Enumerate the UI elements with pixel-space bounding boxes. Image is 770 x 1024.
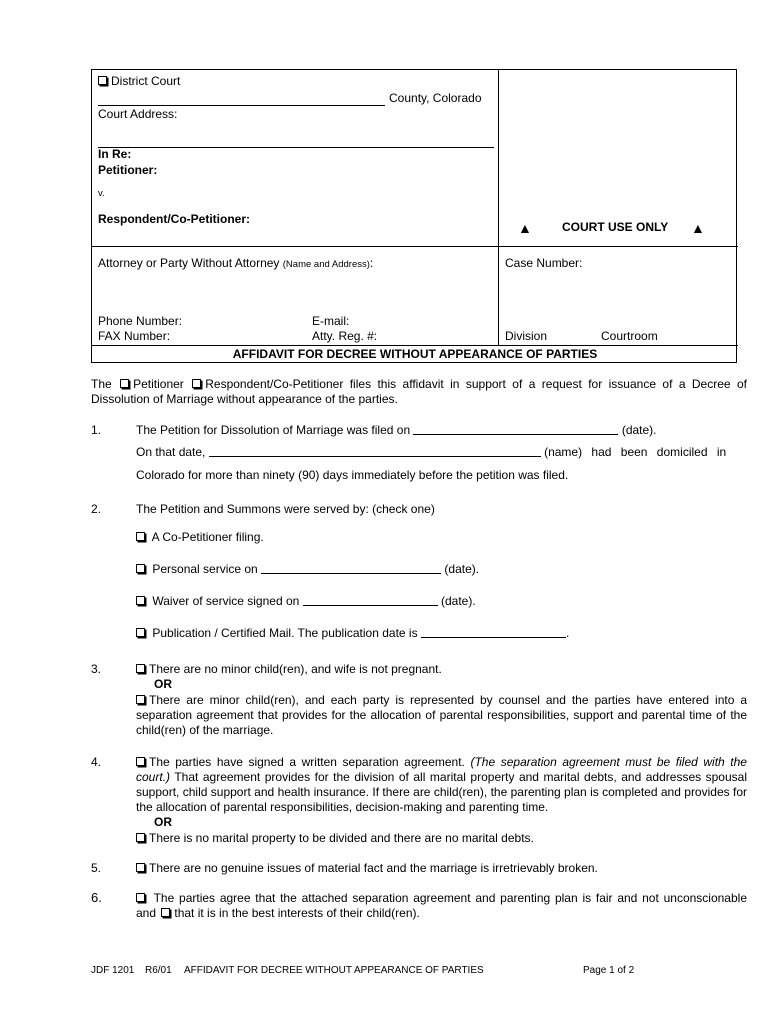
minor-children-label: There are minor child(ren), and each party is represented by counsel and the parties have entered into a separation agreement that provides for the allocation of parental responsibilities, support and parental time of the child(ren) of the marriage. [136, 693, 747, 737]
caption-vertical-divider [498, 70, 499, 345]
filing-date-blank[interactable] [413, 424, 618, 435]
co-petitioner-checkbox[interactable] [136, 532, 145, 541]
item-4-option-b[interactable] [136, 831, 747, 846]
best-interests-checkbox[interactable] [161, 908, 170, 917]
county-line[interactable] [98, 105, 385, 106]
in-re-label: In Re: [98, 147, 132, 161]
publication-label: Publication / Certified Mail. The publication date is [152, 626, 418, 640]
fax-label: FAX Number: [98, 329, 171, 343]
waiver-checkbox[interactable] [136, 596, 145, 605]
attorney-colon: : [369, 256, 374, 270]
atty-reg-label: Atty. Reg. #: [312, 329, 378, 343]
footer-form-id: JDF 1201 [91, 965, 135, 976]
court-use-only-label: COURT USE ONLY [562, 220, 669, 234]
intro-respondent-checkbox[interactable] [192, 379, 201, 388]
item-3-number: 3. [91, 662, 102, 676]
item-2-number: 2. [91, 502, 102, 516]
personal-service-date-blank[interactable] [261, 563, 441, 574]
best-interests-label: that it is in the best interests of their child(ren). [174, 906, 420, 920]
publication-date-blank[interactable] [421, 627, 566, 638]
intro-the: The [91, 377, 112, 391]
separation-agreement-rest: That agreement provides for the division of all marital property and marital debts, and addresses spousal support, child support and health insurance. If there are child(ren), the parenting plan is completed and provides for the allocation of parental responsibilities, decision-making and parenting time. [136, 770, 747, 814]
courtroom-label: Courtroom [601, 329, 658, 343]
triangle-up-icon-right: ▲ [691, 220, 705, 236]
form-title: AFFIDAVIT FOR DECREE WITHOUT APPEARANCE OF PARTIES [232, 347, 598, 361]
item-4-or: OR [154, 815, 172, 829]
district-court-checkbox[interactable] [98, 76, 107, 85]
triangle-up-icon-left: ▲ [518, 220, 532, 236]
item-3-option-b[interactable] [136, 693, 747, 738]
separation-agreement-checkbox[interactable] [136, 757, 145, 766]
phone-label: Phone Number: [98, 314, 183, 328]
caption-box [91, 69, 737, 363]
item-1-text-c: Colorado for more than ninety (90) days immediately before the petition was filed. [136, 468, 569, 482]
no-marital-property-label: There is no marital property to be divided and there are no marital debts. [149, 831, 534, 845]
attorney-label-text: Attorney or Party Without Attorney [98, 256, 280, 270]
attorney-note: (Name and Address) [282, 259, 370, 270]
district-court-label: District Court [111, 74, 181, 88]
footer-title: AFFIDAVIT FOR DECREE WITHOUT APPEARANCE OF PARTIES [184, 965, 484, 976]
waiver-date-label: (date). [440, 594, 476, 608]
intro-petitioner-label: Petitioner [133, 377, 184, 391]
caption-divider-lower [92, 345, 738, 346]
county-label: County, Colorado [389, 91, 482, 105]
service-option-personal[interactable] [136, 562, 747, 577]
personal-service-checkbox[interactable] [136, 564, 145, 573]
no-minor-children-label: There are no minor child(ren), and wife is not pregnant. [149, 662, 442, 676]
personal-service-label: Personal service on [152, 562, 258, 576]
separation-agreement-text: The parties have signed a written separation agreement. [149, 755, 465, 769]
no-minor-children-checkbox[interactable] [136, 664, 145, 673]
item-1-text-a: The Petition for Dissolution of Marriage was filed on [136, 423, 411, 437]
item-1-line-1 [136, 423, 747, 438]
waiver-date-blank[interactable] [303, 595, 438, 606]
publication-period: . [565, 626, 570, 640]
respondent-label: Respondent/Co-Petitioner: [98, 212, 250, 226]
no-marital-property-checkbox[interactable] [136, 833, 145, 842]
co-petitioner-label: A Co-Petitioner filing. [151, 530, 264, 544]
intro-petitioner-checkbox[interactable] [120, 379, 129, 388]
versus-label: v. [98, 188, 105, 199]
item-1-date-label: (date). [621, 423, 657, 437]
fair-agreement-label: The parties agree that the attached separation agreement and parenting plan is fair and not unconscionable and [136, 891, 747, 920]
no-genuine-issues-label: There are no genuine issues of material fact and the marriage is irretrievably broken. [149, 861, 598, 875]
service-option-waiver[interactable] [136, 594, 747, 609]
footer-page-number: Page 1 of 2 [583, 965, 635, 976]
separation-agreement-note: (The separation agreement must be filed with the court.) [136, 755, 747, 784]
intro-respondent-text: Respondent/Co-Petitioner files this affidavit in support of a request for issuance of a Decree of Dissolution of Marriage without appearance of the parties. [91, 377, 747, 406]
division-label: Division [505, 329, 548, 343]
item-5-number: 5. [91, 861, 102, 875]
district-court-option[interactable] [98, 74, 180, 88]
item-4-number: 4. [91, 755, 102, 769]
case-number-label: Case Number: [505, 256, 583, 270]
fair-agreement-checkbox[interactable] [136, 893, 145, 902]
intro-paragraph [91, 377, 747, 407]
attorney-label [98, 256, 373, 270]
court-address-label: Court Address: [98, 107, 178, 121]
item-2-text: The Petition and Summons were served by: (check one) [136, 502, 435, 516]
item-1-name-label: (name) had been domiciled in [544, 445, 727, 459]
item-3-option-a[interactable] [136, 662, 747, 677]
item-1-text-b: On that date, [136, 445, 206, 459]
no-genuine-issues-checkbox[interactable] [136, 863, 145, 872]
service-option-publication[interactable] [136, 626, 747, 641]
email-label: E-mail: [312, 314, 350, 328]
service-option-co-petitioner[interactable] [136, 530, 747, 545]
caption-divider-upper [92, 246, 738, 247]
waiver-label: Waiver of service signed on [152, 594, 300, 608]
item-5-option[interactable] [136, 861, 747, 876]
court-address-line[interactable] [98, 147, 494, 148]
petitioner-label: Petitioner: [98, 163, 158, 177]
item-1-number: 1. [91, 423, 102, 437]
item-6-option[interactable] [136, 891, 747, 921]
minor-children-checkbox[interactable] [136, 695, 145, 704]
domiciled-name-blank[interactable] [209, 446, 541, 457]
item-3-or: OR [154, 677, 172, 691]
item-4-option-a[interactable] [136, 755, 747, 815]
item-1-line-2 [136, 445, 747, 460]
publication-checkbox[interactable] [136, 628, 145, 637]
personal-service-date-label: (date). [444, 562, 480, 576]
footer-revision: R6/01 [145, 965, 172, 976]
item-6-number: 6. [91, 890, 102, 905]
